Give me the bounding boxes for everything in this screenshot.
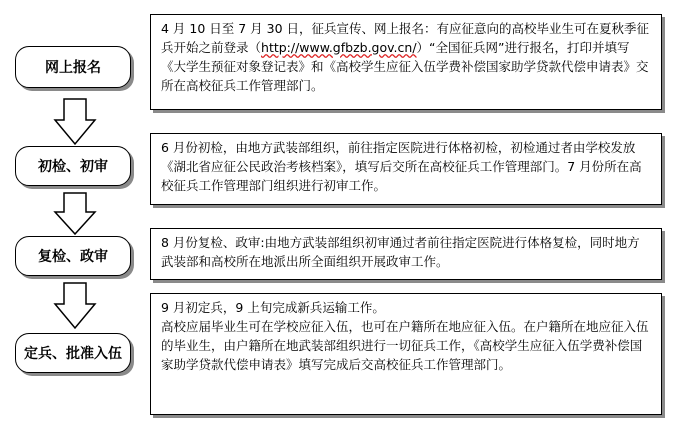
stage-box-online-registration <box>15 46 131 88</box>
description-paragraph: 8 月份复检、政审:由地方武装部组织初审通过者前往指定医院进行体格复检，同时地方武装部和高校所在地派出所全面组织开展政审工作。 <box>161 235 640 269</box>
down-arrow-icon <box>53 192 97 236</box>
stage-box-enlistment-approval <box>15 333 131 373</box>
description-box-initial-check-review <box>150 133 662 205</box>
description-box-recheck-political-review <box>150 228 662 280</box>
down-arrow-icon <box>53 98 97 146</box>
description-paragraph: 高校应届毕业生可在学校应征入伍，也可在户籍所在地应征入伍。在户籍所在地应征入伍的毕业生，由户籍所在地武装部组织进行一切征兵工作，《高校学生应征入伍学费补偿国家助学贷款代偿申请表》填写完成后交高校征兵工作管理部门。 <box>161 319 649 372</box>
stage-label: 网上报名 <box>45 60 101 76</box>
description-box-online-registration <box>150 14 662 110</box>
stage-box-recheck-political-review <box>15 236 131 276</box>
stage-box-initial-check-review <box>15 146 131 186</box>
stage-label: 初检、初审 <box>38 159 108 175</box>
description-box-enlistment-approval <box>150 293 662 415</box>
website-url: http://www.gfbzb.gov.cn/ <box>261 40 417 55</box>
stage-label: 复检、政审 <box>38 249 108 265</box>
description-paragraph: 6 月份初检，由地方武装部组织，前往指定医院进行体格初检，初检通过者由学校发放《湖北省应征公民政治考核档案》，填写后交所在高校征兵工作管理部门。7 月份所在高校征兵工作管理部门组织进行初审工作。 <box>161 140 642 193</box>
description-paragraph: 4 月 10 日至 7 月 30 日，征兵宣传、网上报名：有应征意向的高校毕业生可在夏秋季征兵开始之前登录（http://www.gfbzb.gov.cn/）“全国征兵网”进行报名，打印并填写《大学生预征对象登记表》和《高校学生应征入伍学费补偿国家助学贷款代偿申请表》交所在高校征兵工作管理部门。 <box>161 21 650 93</box>
stage-label: 定兵、批准入伍 <box>24 346 122 362</box>
description-paragraph: 9 月初定兵，9 上旬完成新兵运输工作。 <box>161 300 385 315</box>
down-arrow-icon <box>53 282 97 330</box>
